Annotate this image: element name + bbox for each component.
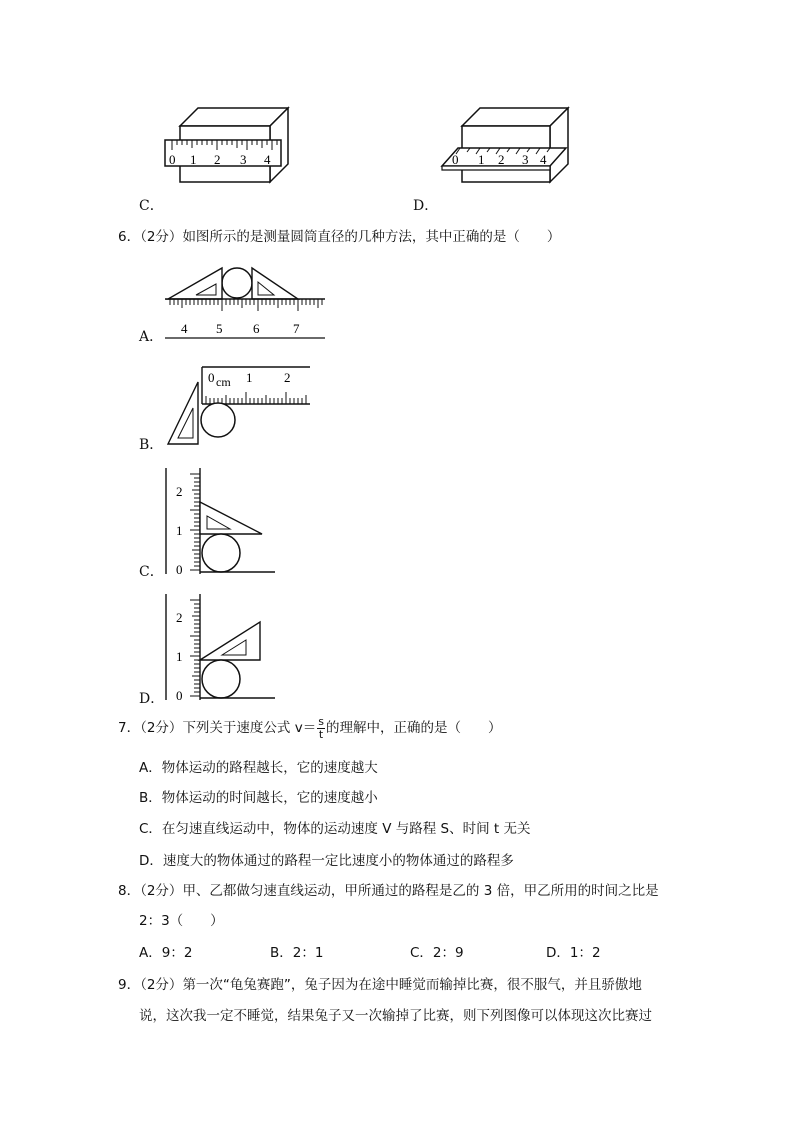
ruler-d-tick-2: 2 <box>498 152 505 167</box>
q9-score: （2分） <box>140 977 183 993</box>
q8-option-a[interactable]: A．9：2 <box>139 945 193 961</box>
q6-option-c[interactable]: C． <box>139 564 164 580</box>
fig-b-tick-2: 2 <box>284 370 291 385</box>
q7-number: 7． <box>118 720 141 736</box>
fig-c-tick-1: 1 <box>176 523 183 538</box>
fig-b-unit: cm <box>216 375 231 389</box>
fig-c-tick-2: 2 <box>176 484 183 499</box>
ruler-c-tick-2: 2 <box>214 152 221 167</box>
speed-formula-fraction <box>317 716 325 741</box>
q7-question <box>118 715 501 741</box>
q8-option-b[interactable]: B．2：1 <box>270 945 324 961</box>
fig-b-tick-0: 0 <box>208 370 215 385</box>
q7-score: （2分） <box>140 720 183 736</box>
q6-score: （2分） <box>140 229 183 245</box>
fig-d-tick-2: 2 <box>176 610 183 625</box>
ruler-c-tick-1: 1 <box>190 152 197 167</box>
fig-a-tick-4: 4 <box>181 321 188 336</box>
q5-figure-c <box>160 104 290 184</box>
q5-option-c[interactable]: C． <box>139 198 164 214</box>
ruler-c-tick-4: 4 <box>264 152 271 167</box>
ruler-d-tick-1: 1 <box>478 152 485 167</box>
q9-question <box>118 976 642 994</box>
q8-option-d[interactable]: D．1：2 <box>546 945 601 961</box>
q7-option-a[interactable]: A．物体运动的路程越长，它的速度越大 <box>139 760 378 776</box>
q7-option-b[interactable]: B．物体运动的时间越长，它的速度越小 <box>139 790 378 806</box>
q6-figure-c <box>160 464 280 579</box>
fig-b-tick-1: 1 <box>246 370 253 385</box>
ruler-c-tick-3: 3 <box>240 152 247 167</box>
q8-stem-line1: 甲、乙都做匀速直线运动，甲所通过的路程是乙的 3 倍，甲乙所用的时间之比是 <box>182 883 659 899</box>
q7-stem-after: 的理解中，正确的是（ ） <box>325 720 502 736</box>
q6-option-b[interactable]: B． <box>139 437 164 453</box>
q8-question <box>118 882 659 900</box>
fig-a-tick-5: 5 <box>216 321 223 336</box>
q5-option-d[interactable]: D． <box>413 198 439 214</box>
fig-a-tick-7: 7 <box>293 321 300 336</box>
ruler-d-tick-4: 4 <box>540 152 547 167</box>
q5-figure-d <box>440 104 575 184</box>
q6-option-d[interactable]: D． <box>139 691 165 707</box>
fig-a-tick-6: 6 <box>253 321 260 336</box>
q9-stem-line1: 第一次“龟兔赛跑”，兔子因为在途中睡觉而输掉比赛，很不服气，并且骄傲地 <box>182 977 642 993</box>
fig-c-tick-0: 0 <box>176 562 183 577</box>
q8-score: （2分） <box>140 883 183 899</box>
fig-d-tick-0: 0 <box>176 688 183 703</box>
ruler-d-tick-0: 0 <box>452 152 459 167</box>
q6-stem: 如图所示的是测量圆筒直径的几种方法，其中正确的是（ ） <box>182 229 561 245</box>
q6-figure-a <box>160 262 330 342</box>
ruler-c-tick-0: 0 <box>169 152 176 167</box>
q9-stem-line2: 说，这次我一定不睡觉，结果兔子又一次输掉了比赛，则下列图像可以体现这次比赛过 <box>139 1008 652 1024</box>
q8-number: 8． <box>118 883 141 899</box>
fraction-numerator: s <box>318 714 324 728</box>
ruler-d-tick-3: 3 <box>522 152 529 167</box>
q6-number: 6． <box>118 229 141 245</box>
q8-option-c[interactable]: C．2：9 <box>410 945 464 961</box>
q6-option-a[interactable]: A． <box>139 329 164 345</box>
q7-option-c[interactable]: C．在匀速直线运动中，物体的运动速度 V 与路程 S、时间 t 无关 <box>139 821 531 837</box>
fraction-denominator: t <box>318 727 324 741</box>
q7-option-d[interactable]: D．速度大的物体通过的路程一定比速度小的物体通过的路程多 <box>139 853 514 869</box>
fig-d-tick-1: 1 <box>176 649 183 664</box>
q8-stem-line2: 2：3（ ） <box>139 913 224 929</box>
q7-stem-before: 下列关于速度公式 v＝ <box>182 720 317 736</box>
q6-question <box>118 228 560 246</box>
q6-figure-b <box>160 362 320 452</box>
q9-number: 9． <box>118 977 141 993</box>
q6-figure-d <box>160 590 280 705</box>
